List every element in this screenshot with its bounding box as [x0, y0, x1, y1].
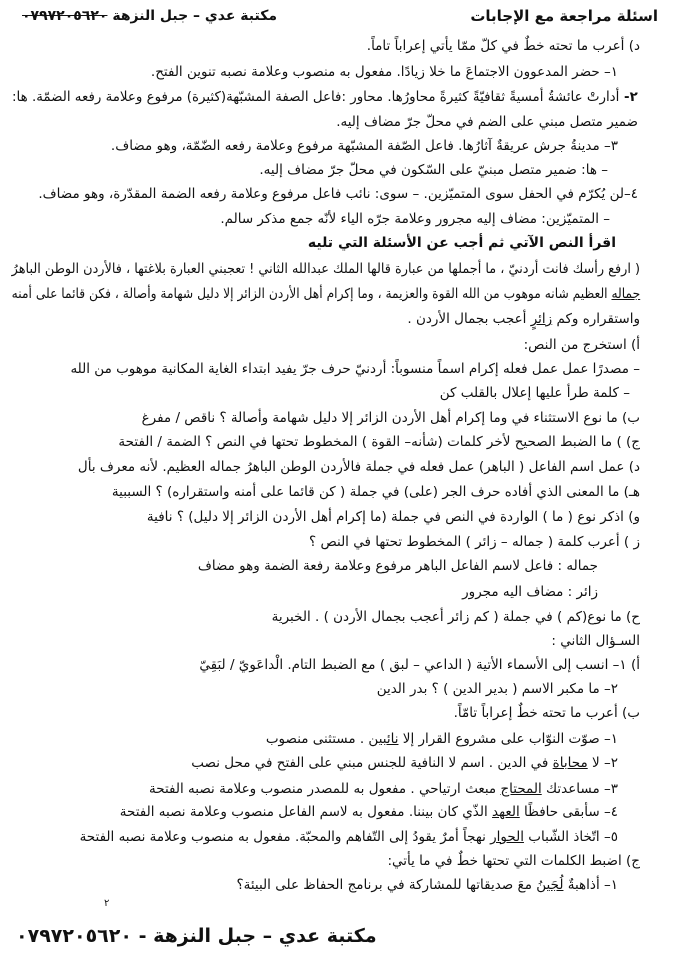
text-segment: – كلمة طرأ عليها إعلال بالقلب كن — [439, 385, 630, 401]
underlined-word: زائرٍ — [530, 311, 553, 327]
text-line — [38, 185, 638, 203]
section-heading: اقرأ النص الآتي ثم أجب عن الأسئلة التي تليه — [307, 235, 616, 251]
text-segment: ١– حضر المدعوون الاجتماعَ ما خلا زيادًا. مفعول به منصوب وعلامة نصبه تنوين الفتح. — [150, 64, 618, 80]
text-segment: هـ) ما المعنى الذي أفاده حرف الجر (على) في جملة ( كن قائما على أمنه واستقراره) ؟ السببية — [111, 484, 640, 500]
text-segment: ٢– ما مكبر الاسم ( بدير الدين ) ؟ بدر الدين — [376, 681, 618, 697]
text-segment: ٥– اتّخاذ الشّباب — [523, 829, 618, 845]
text-line — [80, 828, 618, 846]
text-segment: واستقراره وكم — [552, 311, 640, 327]
library-name: مكتبة عدي – جبل النزهة — [112, 8, 278, 24]
text-segment: السـؤال الثاني : — [551, 633, 640, 649]
text-line — [259, 161, 608, 179]
text-line — [112, 483, 640, 501]
text-segment: أعجب بجمال الأردن . — [407, 311, 531, 327]
text-segment: ج) اضبط الكلمات التي تحتها خطٌ في ما يأتي: — [387, 853, 640, 869]
text-line — [78, 458, 640, 476]
text-segment: أ) ١– انسب إلى الأسماء الأتية ( الداعي – لبق ) مع الضبط التام. الْداعَويّ / لبَقِيّ — [199, 657, 640, 673]
text-line — [309, 533, 640, 551]
text-line — [236, 876, 618, 894]
underlined-word: جماله — [611, 286, 640, 302]
underlined-word: لُجَينُ — [536, 877, 564, 893]
underlined-word: العهد — [492, 804, 520, 820]
text-segment: . مستثنى منصوب — [265, 731, 369, 747]
underlined-word: الحوار — [490, 829, 524, 845]
text-line — [454, 704, 640, 722]
text-line — [142, 409, 640, 427]
text-segment: العظيم شانه موهوب من الله القوة والعزيمة ، وما إكرام أهل الأردن الزائر إلا دليل شهامة وأصالة ، فكن قائما على أمنه — [11, 286, 612, 302]
text-line — [199, 656, 640, 674]
text-line — [336, 113, 638, 131]
text-segment: ٣– مساعدتك — [541, 781, 618, 797]
text-line — [377, 680, 618, 698]
text-segment: – المتميّزين: مضاف إليه مجرور وعلامة جرّه الياء لأنّه جمع مذكر سالم. — [220, 211, 610, 227]
text-line — [70, 360, 640, 378]
text-segment: ج) ) ما الضبط الصحيح لأخر كلمات (شأنه– القوة ) المخطوط تحتها في النص ؟ الضمة / الفتحة — [118, 434, 640, 450]
text-segment: أ) استخرج من النص: — [523, 337, 640, 353]
text-segment: ب) ما نوع الاستثناء في وما إكرام أهل الأردن الزائر إلا دليل شهامة وأصالة ؟ ناقص / مفرغ — [141, 410, 640, 426]
page-number: ٢ — [104, 898, 110, 909]
text-line — [272, 608, 640, 626]
text-segment: ١– صوّت النوّاب على مشروع القرار إلا — [398, 731, 618, 747]
text-line — [12, 260, 640, 278]
footer-library-contact: مكتبة عدي – جبل النزهة - ٠٧٩٧٢٠٥٦٢٠ — [16, 925, 377, 947]
text-line — [387, 852, 640, 870]
text-segment: ب) أعرب ما تحته خطٌ إعراباً تامّاً. — [453, 705, 640, 721]
document-title: اسئلة مراجعة مع الإجابات — [470, 7, 658, 25]
text-segment: د) عمل اسم الفاعل ( الباهر) عمل فعله في جملة فالأردن الوطن الباهرُ جماله العظيم. لأنه معرف بأل — [77, 459, 640, 475]
text-line — [524, 336, 640, 354]
text-segment: في الدين . اسم لا النافية للجنس مبني على الفتح في محل نصب — [191, 755, 553, 771]
text-segment: – مصدرًا عمل عمل فعله إكرام اسماً منسوباً: أردنيّ حرف جرّ يفيد ابتداء الغاية المكانية موهوب من الله — [70, 361, 640, 377]
text-line — [120, 803, 618, 821]
text-line — [440, 384, 630, 402]
text-segment: ٤–لن يُكرّم في الحفل سوى المتميّزين. – سوى: نائب فاعل مرفوع وعلامة رفعه الضمة المقدّرة، وهو مضاف. — [38, 186, 638, 202]
text-segment: ٢– لا — [587, 755, 618, 771]
text-segment: جماله : فاعل لاسم الفاعل الباهر مرفوع وعلامة رفعة الضمة وهو مضاف — [197, 558, 598, 574]
text-line — [551, 632, 640, 650]
text-segment: د) أعرب ما تحته خطٌ في كلّ ممّا يأتي إعراباً تاماً. — [366, 38, 640, 54]
text-segment: ضمير متصل مبني على الضم في محلّ جرّ مضاف إليه. — [336, 114, 638, 130]
text-segment: زائر : مضاف اليه مجرور — [462, 584, 598, 600]
text-line — [220, 210, 610, 228]
text-line — [462, 583, 598, 601]
text-line — [266, 730, 618, 748]
text-segment: الذّي كان بيننا. مفعول به لاسم الفاعل منصوب وعلامة نصبه الفتحة — [119, 804, 493, 820]
text-line — [149, 780, 618, 798]
text-segment: ٣– مدينةُ جرش عريقةٌ آثارُها. فاعل الصّفة المشبّهة مرفوع وعلامة رفعه الضّمّة، وهو مضاف. — [110, 138, 618, 154]
text-segment: ز ) أعرب كلمة ( جماله – زائر ) المخطوط تحتها في النص ؟ — [309, 534, 640, 550]
text-segment: – ها: ضمير متصل مبنيّ على السّكون في محلّ جرّ مضاف إليه. — [259, 162, 608, 178]
text-line — [367, 37, 640, 55]
text-segment: ٤– سأبقى حافظًا — [519, 804, 618, 820]
text-line — [151, 63, 618, 81]
text-line — [407, 310, 640, 328]
underlined-word: محاباة — [552, 755, 588, 771]
text-line — [118, 433, 640, 451]
text-segment: نهجاً أمرٌ يقودُ إلى التّفاهم والمحبّة. مفعول به منصوب وعلامة نصبه الفتحة — [79, 829, 491, 845]
text-segment: ٢- — [619, 89, 638, 105]
text-segment: أدارتْ عائشةُ أمسيةً ثقافيّةً كثيرةً محاورُها. محاور :فاعل الصفة المشبّهة(كثيرة) مرفوع وعلامة رفعه الضمّة. ها: — [12, 89, 620, 105]
text-segment: ١– أذاهبةٌ — [563, 877, 618, 893]
text-line — [198, 557, 598, 575]
library-phone-garbled: ٠٧٩٧٢٠٥٦٢٠ — [22, 8, 108, 24]
text-line — [191, 754, 618, 772]
text-segment: ح) ما نوع(كم ) في جملة ( كم زائر أعجب بجمال الأردن ) . الخبرية — [271, 609, 640, 625]
text-segment: مبعث ارتياحي . مفعول به للمصدر منصوب وعلامة نصبه الفتحة — [149, 781, 501, 797]
text-line — [308, 234, 616, 252]
text-segment: و) اذكر نوع ( ما ) الواردة في النص في جملة (ما إكرام أهل الأردن الزائر إلا دليل) ؟ نافية — [146, 509, 640, 525]
text-segment: ( ارفع رأسك فانت أردنيّ ، ما أجملها من عبارة قالها الملك عبدالله الثاني ! تعجبني العبارة بلاغتها ، فالأردن الوطن الباهرُ — [11, 261, 640, 277]
text-line — [147, 508, 640, 526]
underlined-word: المحتاج — [500, 781, 542, 797]
underlined-word: نائبين — [368, 731, 399, 747]
text-segment: معَ صديقاتها للمشاركة في برنامج الحفاظ على البيئة؟ — [236, 877, 537, 893]
text-line — [111, 137, 618, 155]
library-header — [22, 6, 277, 26]
text-line — [12, 88, 638, 106]
text-line — [11, 285, 640, 303]
